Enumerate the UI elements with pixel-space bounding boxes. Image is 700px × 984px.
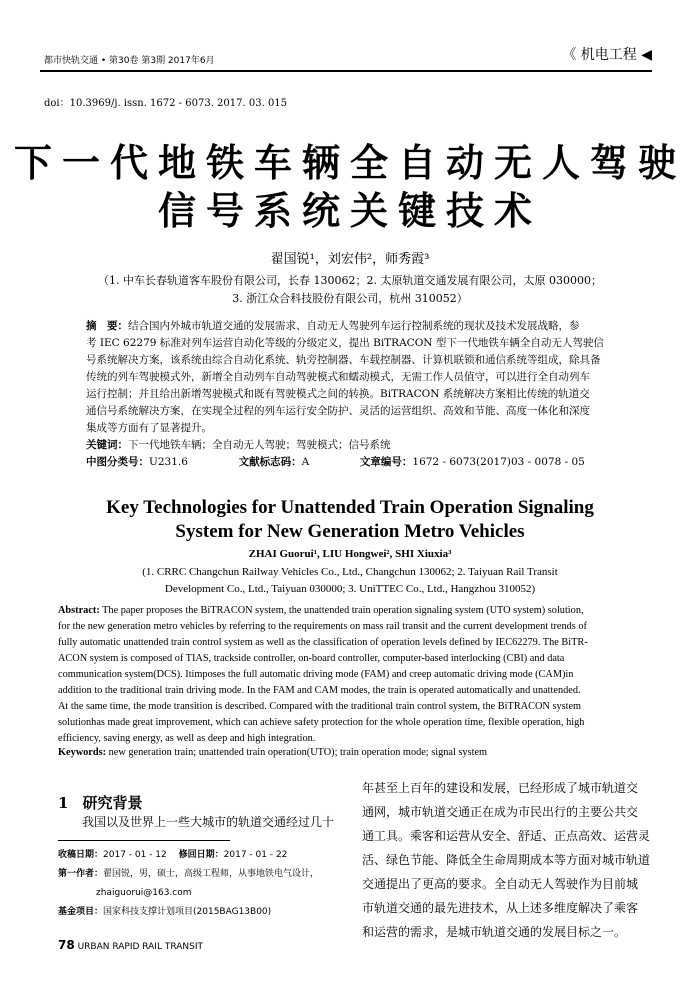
affiliation-en-line-1: (1. CRRC Changchun Railway Vehicles Co., Ltd., Changchun 130062; 2. Taiyuan Rail Transit <box>142 566 558 578</box>
abstract-en-line: communication system(DCS). Itimposes the full automatic driving mode (FAM) and creep automatic driving mode (CAM)in <box>58 669 574 680</box>
clc-value: U231.6 <box>149 456 188 468</box>
body-line: 交通提出了更高的要求。全自动无人驾驶作为目前城 <box>362 877 639 891</box>
body-line: 市轨道交通的最先进技术，从上述多维度解决了乘客 <box>362 901 639 915</box>
abstract-en-line: for the new generation metro vehicles by referring to the requirements on mass rail transit and the current development trends of <box>58 621 587 632</box>
section-number: 1 <box>58 794 69 812</box>
revised-label: 修回日期： <box>178 850 224 860</box>
abstract-cn <box>86 318 618 471</box>
clc-label: 中图分类号： <box>86 456 149 468</box>
abstract-en <box>58 603 644 747</box>
body-line: 通工具。乘客和运营从安全、舒适、正点高效、运营灵 <box>362 829 651 843</box>
fund-label: 基金项目： <box>58 907 104 917</box>
body-left-line: 我国以及世界上一些大城市的轨道交通经过几十 <box>82 815 335 829</box>
revised-date: 2017 - 01 - 22 <box>223 850 288 860</box>
title-cn-line-1: 下一代地铁车辆全自动无人驾驶 <box>13 140 686 185</box>
received-label: 收稿日期： <box>58 850 104 860</box>
footnote-author <box>58 865 348 884</box>
title-en-line-1: Key Technologies for Unattended Train Operation Signaling <box>106 497 594 518</box>
abstract-cn-label: 摘 要： <box>86 320 128 332</box>
abstract-cn-line: 结合国内外城市轨道交通的发展需求、自动无人驾驶列车运行控制系统的现状及技术发展战略，参 <box>128 320 580 332</box>
footnote <box>58 846 348 922</box>
abstract-en-line: fully automatic unattended train control system as well as the classification of operation levels defined by IEC62279. The BiTR- <box>58 637 588 648</box>
header-rule <box>40 70 652 72</box>
doc-code-label: 文献标志码： <box>238 456 302 468</box>
section-label: 《 机电工程 ◀ <box>562 47 652 63</box>
abstract-en-label: Abstract: <box>58 605 100 616</box>
affiliation-cn-line-1: （1. 中车长春轨道客车股份有限公司，长春 130062；2. 太原轨道交通发展有限公司，太原 030000； <box>98 274 602 287</box>
authors-cn: 翟国锐¹，刘宏伟²，师秀霞³ <box>270 252 430 267</box>
body-right-column <box>362 776 652 944</box>
abstract-cn-line: 传统的列车驾驶模式外，新增全自动列车自动驾驶模式和蠕动模式，无需工作人员值守，可以进行全自动列车 <box>86 371 590 383</box>
journal-header: 都市快轨交通 • 第30卷 第3期 2017年6月 <box>44 56 215 66</box>
abstract-cn-line: 考 IEC 62279 标准对列车运营自动化等级的分级定义，提出 BiTRACON 型下一代地铁车辆全自动无人驾驶信 <box>86 337 604 349</box>
classification-row <box>86 454 618 471</box>
keywords-cn <box>86 437 618 454</box>
abstract-en-line: addition to the traditional train driving mode. In the FAM and CAM modes, the train is operated automatically and unattended. <box>58 685 581 696</box>
keywords-cn-value: 下一代地铁车辆；全自动无人驾驶；驾驶模式；信号系统 <box>128 439 391 451</box>
footnote-rule <box>58 840 230 841</box>
body-line: 通网，城市轨道交通正在成为市民出行的主要公共交 <box>362 805 639 819</box>
abstract-cn-line: 通信号系统解决方案，在实现全过程的列车运行安全防护、灵活的运营组织、高效和节能、高度一体化和深度 <box>86 405 590 417</box>
doc-code-value: A <box>301 456 310 468</box>
keywords-en <box>58 747 487 758</box>
abstract-cn-line: 运行控制；并且给出新增驾驶模式和既有驾驶模式之间的转换。BiTRACON 系统解决方案相比传统的轨道交 <box>86 388 590 400</box>
doi[interactable]: doi：10.3969/j. issn. 1672 - 6073. 2017. 03. 015 <box>44 98 288 109</box>
author-label: 第一作者： <box>58 869 104 879</box>
article-no-label: 文章编号： <box>359 456 413 468</box>
authors-en: ZHAI Guorui¹, LIU Hongwei², SHI Xiuxia³ <box>248 548 452 560</box>
page-number: 78 <box>58 938 75 952</box>
body-line: 和运营的需求，是城市轨道交通的发展目标之一。 <box>362 925 627 939</box>
journal-name-en: URBAN RAPID RAIL TRANSIT <box>77 942 203 952</box>
body-line: 年甚至上百年的建设和发展，已经形成了城市轨道交 <box>362 781 639 795</box>
fund-info: 国家科技支撑计划项目(2015BAG13B00) <box>103 907 272 917</box>
abstract-en-line: efficiency, saving energy, as well as deep and high integration. <box>58 733 316 744</box>
page-footer <box>58 938 203 952</box>
abstract-en-line: The paper proposes the BiTRACON system, the unattended train operation signaling system (UTO system) solution, <box>102 605 584 616</box>
abstract-en-line: At the same time, the mode transition is described. Compared with the traditional train control system, the BiTRACON system <box>58 701 582 712</box>
title-cn-line-2: 信号系统关键技术 <box>157 188 542 233</box>
abstract-en-line: ACON system is composed of TIAS, trackside controller, on-board controller, computer-based interlocking (CBI) and data <box>58 653 565 664</box>
author-info: 翟国锐，男，硕士，高级工程师，从事地铁电气设计， <box>103 869 320 879</box>
title-en-line-2: System for New Generation Metro Vehicles <box>175 521 525 542</box>
footnote-dates <box>58 846 348 865</box>
abstract-cn-line: 号系统解决方案，该系统由综合自动化系统、轨旁控制器、车载控制器、计算机联锁和通信系统等组成，除具备 <box>86 354 601 366</box>
affiliation-cn-line-2: 3. 浙江众合科技股份有限公司，杭州 310052） <box>232 292 468 305</box>
keywords-en-label: Keywords: <box>58 747 107 758</box>
footnote-fund <box>58 903 348 922</box>
received-date: 2017 - 01 - 12 <box>103 850 167 860</box>
abstract-cn-line: 集成等方面有了显著提升。 <box>86 422 212 434</box>
abstract-en-line: solutionhas made great improvement, which can achieve safety protection for the whole operation time, flexible operation, high <box>58 717 585 728</box>
section-title: 研究背景 <box>82 794 143 812</box>
article-no-value: 1672 - 6073(2017)03 - 0078 - 05 <box>412 456 585 468</box>
body-line: 活、绿色节能、降低全生命周期成本等方面对城市轨道 <box>362 853 651 867</box>
author-email[interactable]: zhaiguorui@163.com <box>96 888 192 898</box>
keywords-cn-label: 关键词： <box>86 439 128 451</box>
keywords-en-value: new generation train; unattended train operation(UTO); train operation mode; signal system <box>108 747 488 758</box>
affiliation-en-line-2: Development Co., Ltd., Taiyuan 030000; 3. UniTTEC Co., Ltd., Hangzhou 310052) <box>164 583 536 595</box>
